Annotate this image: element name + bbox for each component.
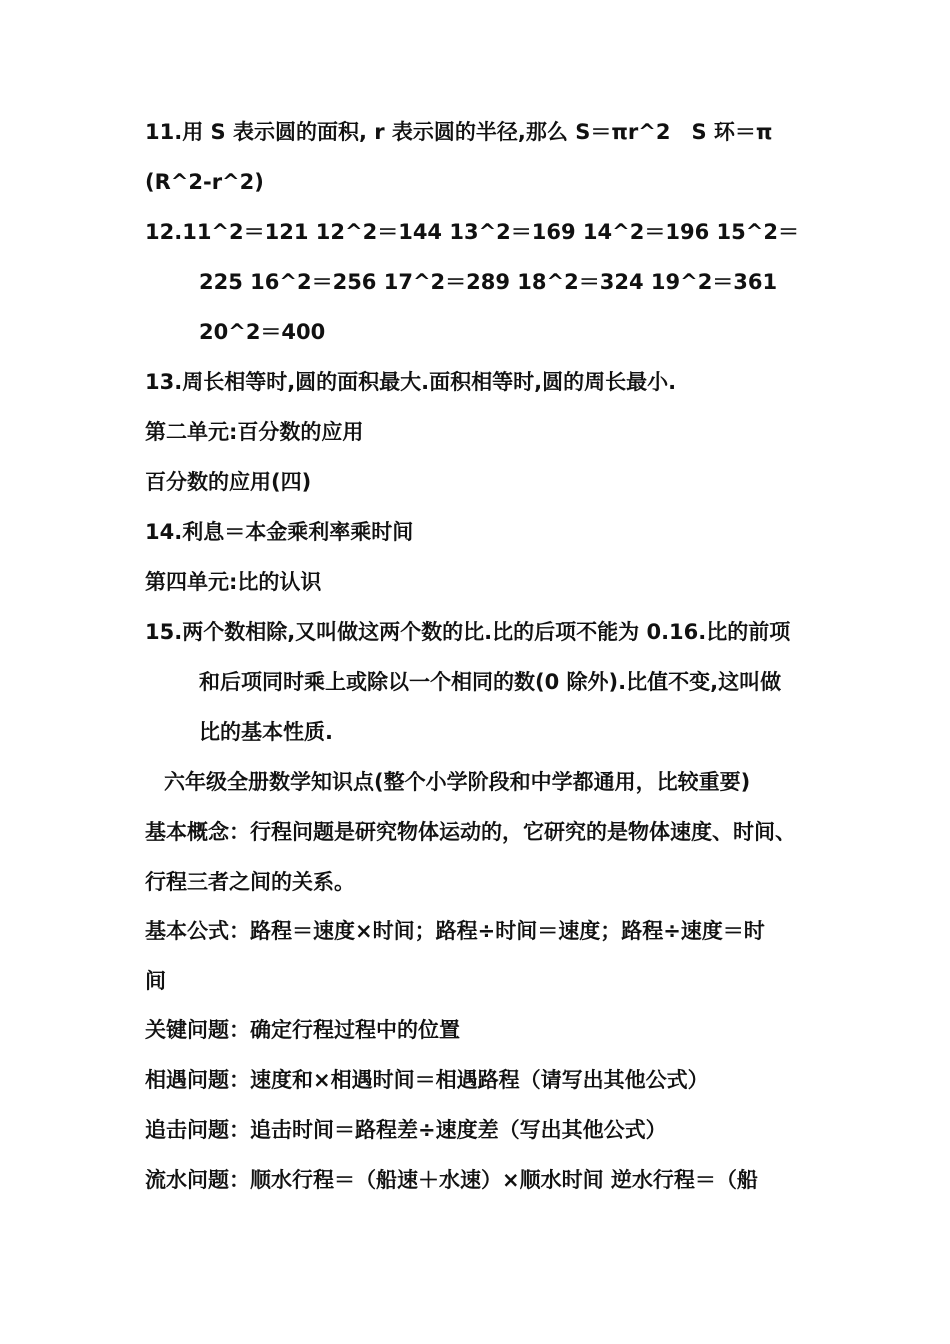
- basic-concept-line-1: 基本概念：行程问题是研究物体运动的，它研究的是物体速度、时间、: [145, 820, 796, 844]
- key-problem-line: 关键问题：确定行程过程中的位置: [145, 1018, 460, 1042]
- chase-problem-line: 追击问题：追击时间＝路程差÷速度差（写出其他公式）: [145, 1118, 667, 1142]
- text-line-15: 15.两个数相除,又叫做这两个数的比.比的后项不能为 0.16.比的前项: [145, 620, 791, 644]
- text-line-11: 11.用 S 表示圆的面积, r 表示圆的半径,那么 S＝πr^2 S 环＝π: [145, 120, 773, 144]
- basic-formula-line-1: 基本公式：路程＝速度×时间；路程÷时间＝速度；路程÷速度＝时: [145, 919, 765, 943]
- basic-concept-line-2: 行程三者之间的关系。: [145, 870, 355, 894]
- text-line-15-cont-2: 比的基本性质.: [199, 720, 333, 744]
- text-line-13: 13.周长相等时,圆的面积最大.面积相等时,圆的周长最小.: [145, 370, 677, 394]
- unit-heading-2: 第二单元:百分数的应用: [145, 420, 364, 444]
- text-line-12-cont-1: 225 16^2＝256 17^2＝289 18^2＝324 19^2＝361: [199, 270, 778, 294]
- meeting-problem-line: 相遇问题：速度和×相遇时间＝相遇路程（请写出其他公式）: [145, 1068, 709, 1092]
- unit-heading-4: 第四单元:比的认识: [145, 570, 322, 594]
- text-line-14: 14.利息＝本金乘利率乘时间: [145, 520, 414, 544]
- flow-problem-line: 流水问题：顺水行程＝（船速＋水速）×顺水时间 逆水行程＝（船: [145, 1168, 758, 1192]
- text-line-11-cont: (R^2-r^2): [145, 170, 264, 194]
- section-heading-percent: 百分数的应用(四): [145, 470, 312, 494]
- text-line-12: 12.11^2＝121 12^2＝144 13^2＝169 14^2＝196 15^2＝: [145, 220, 799, 244]
- text-line-12-cont-2: 20^2＝400: [199, 320, 326, 344]
- section-title-grade6: 六年级全册数学知识点(整个小学阶段和中学都通用，比较重要): [164, 770, 751, 794]
- basic-formula-line-2: 间: [145, 969, 166, 993]
- text-line-15-cont-1: 和后项同时乘上或除以一个相同的数(0 除外).比值不变,这叫做: [199, 670, 782, 694]
